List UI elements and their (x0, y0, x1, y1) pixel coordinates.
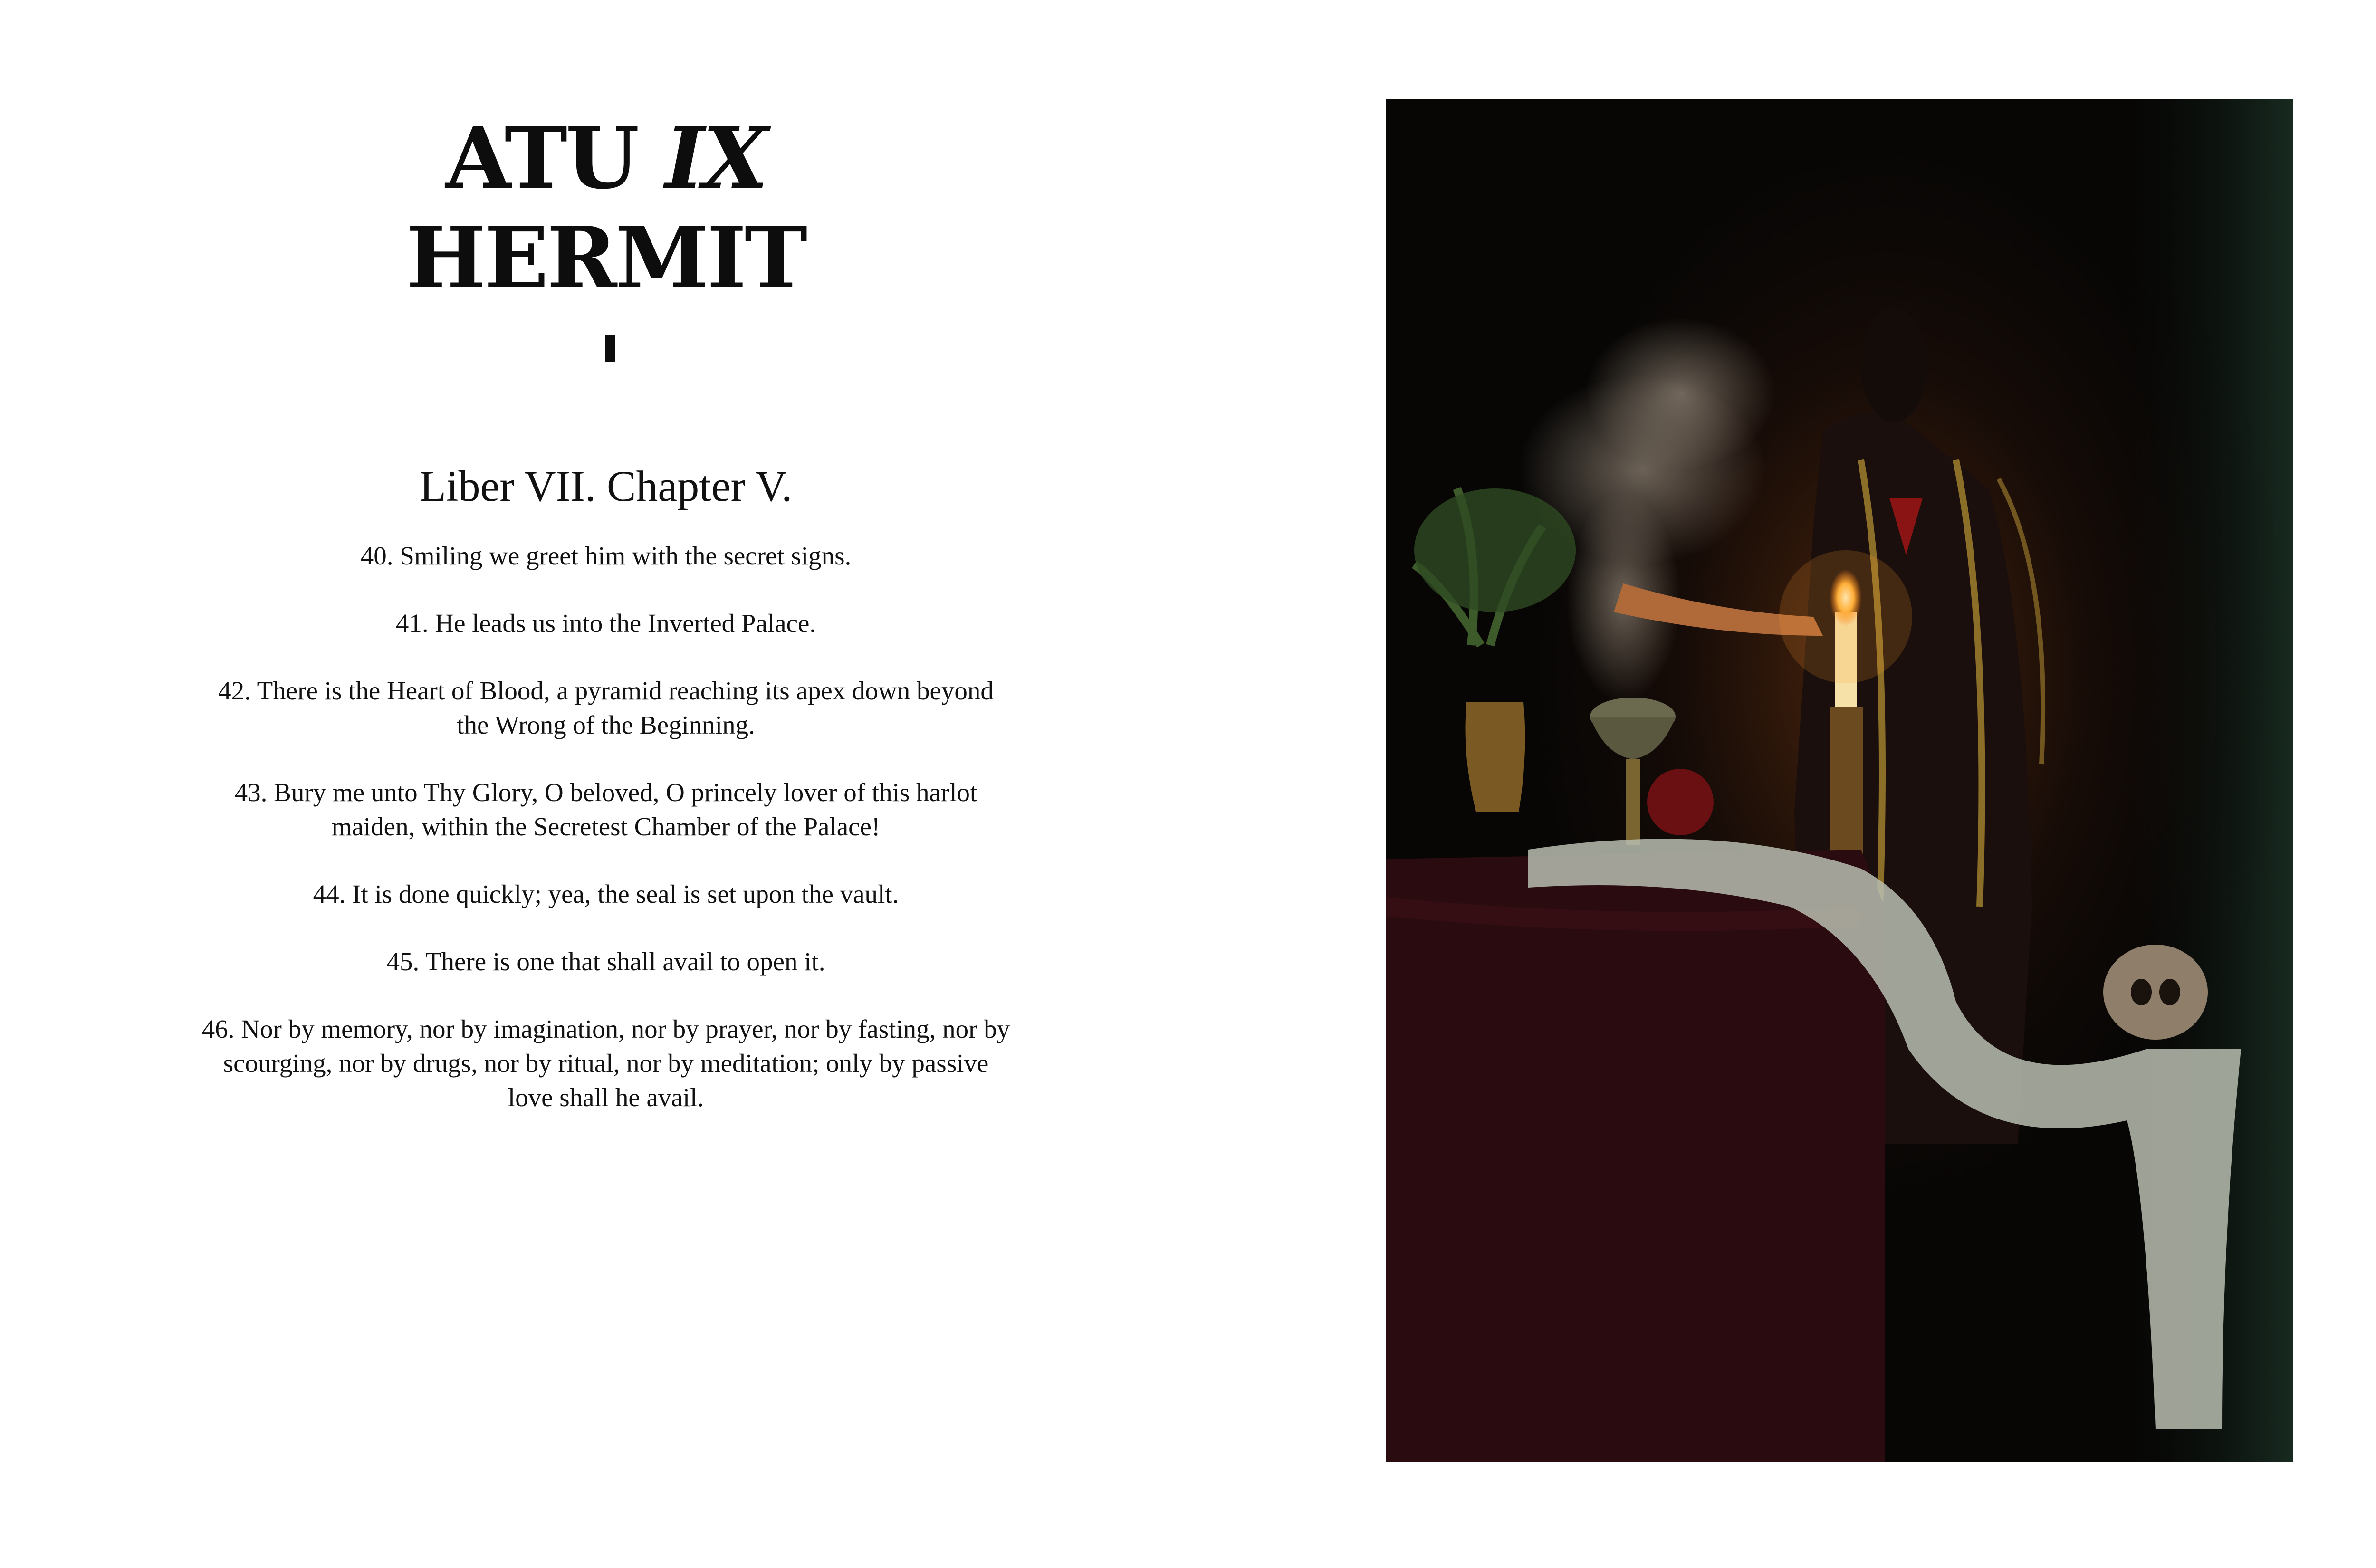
verse-45: 45. There is one that shall avail to open it. (386, 947, 825, 976)
verse-40: 40. Smiling we greet him with the secret signs. (360, 541, 852, 570)
hermit-ritual-photo-icon (1386, 99, 2293, 1462)
verse-46: 46. Nor by memory, nor by imagination, nor by prayer, nor by fasting, nor by scourging, nor by drugs, nor by ritual, nor by meditation; only by passive love shall he avail. (201, 1014, 1010, 1112)
title-atu-text: ATU (445, 108, 665, 208)
verse-43: 43. Bury me unto Thy Glory, O beloved, O princely lover of this harlot maiden, within the Secretest Chamber of the Palace! (234, 778, 977, 841)
verse-list (200, 539, 1012, 1148)
verse-42: 42. There is the Heart of Blood, a pyramid reaching its apex down beyond the Wrong of the Beginning. (218, 676, 994, 739)
page-title-hermit: HERMIT (406, 208, 806, 307)
verse-41: 41. He leads us into the Inverted Palace. (395, 609, 816, 638)
title-numeral: IX (665, 108, 766, 208)
hermit-ritual-photo (1386, 99, 2293, 1462)
page-title-atu (0, 109, 1212, 207)
chapter-heading: Liber VII. Chapter V. (419, 462, 793, 510)
verse-44: 44. It is done quickly; yea, the seal is set upon the vault. (313, 880, 899, 908)
title-divider (605, 335, 615, 362)
